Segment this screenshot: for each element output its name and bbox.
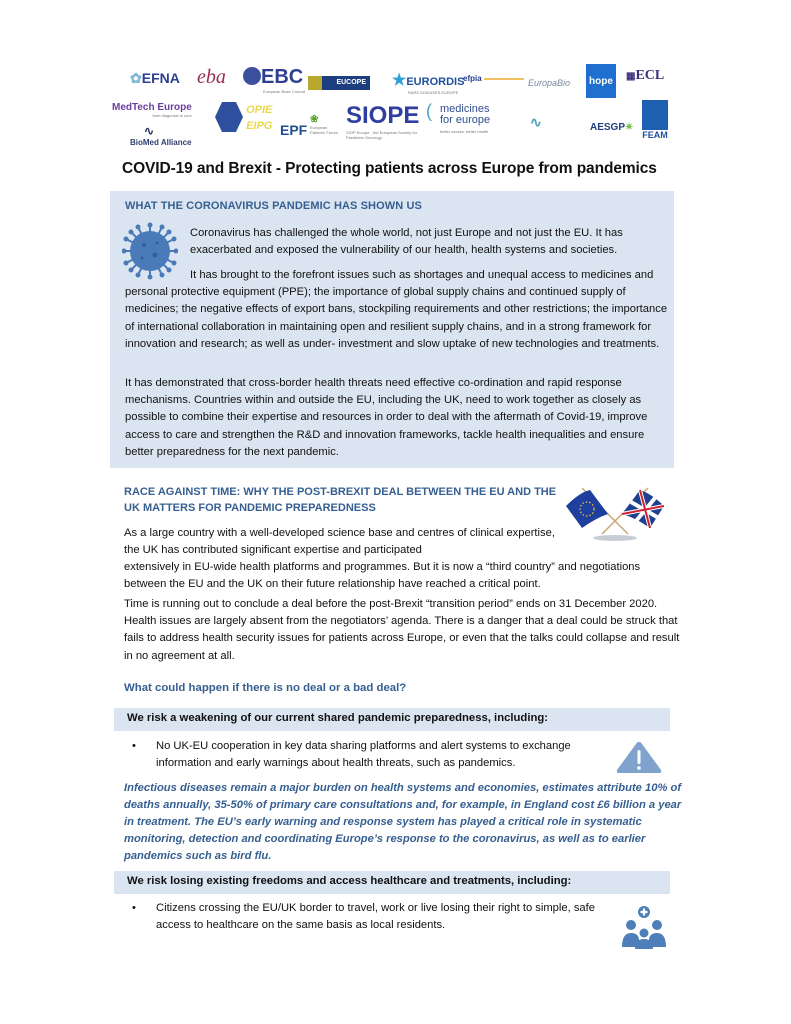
- logo-ebc-text: EBC: [261, 66, 304, 88]
- logo-eba-text: eba: [197, 66, 226, 88]
- healthcare-people-icon: [620, 905, 668, 949]
- infectious-disease-callout: Infectious diseases remain a major burden on health systems and economies, estimates attribute 10% of deaths annually, 35-50% of primary care consultations and, for example, in England cost £6 billion a year in treatment. The EU’s early warning and response system has played a critical role in systematic monitoring, detection and coordinating Europe’s response to the coronavirus, as well as to earlier pandemics such as bird flu.: [124, 782, 682, 862]
- logo-ebc-subtitle: European Brain Council: [263, 89, 306, 94]
- logo-medtech: [112, 102, 192, 118]
- logo-aesgp-text: AESGP: [590, 122, 626, 133]
- logo-efpia: [463, 74, 524, 83]
- logo-efna-text: EFNA: [141, 70, 180, 86]
- logo-medicines-subtitle: better access. better health.: [440, 129, 490, 134]
- logo-medtech-subtitle: from diagnosis to cure: [152, 113, 192, 118]
- risk-band-freedoms: [114, 871, 670, 894]
- logo-europabio-text: EuropaBio: [528, 78, 571, 88]
- list-item-text: Citizens crossing the EU/UK border to travel, work or live losing their right to simple, safe access to healthcare on the same basis as local residents.: [156, 902, 595, 931]
- logo-ribbon: ∿: [530, 114, 542, 130]
- paragraph: Coronavirus has challenged the whole world, not just Europe and not just the EU. It has exacerbated and exposed the vulnerability of our health, health systems and societies.: [190, 227, 623, 257]
- logo-ecl-text: ECL: [635, 68, 665, 83]
- paragraph: extensively in EU-wide health platforms and programmes. But it is now a “third country” and negotiations between the EU and the UK on their future relationship have reached a critical point.: [124, 561, 641, 591]
- logo-biomed: ∿ BioMed Alliance: [130, 124, 192, 147]
- logo-opie-text: OPIE: [246, 104, 273, 116]
- paragraph: It has demonstrated that cross-border health threats need effective co-ordination and rapid response mechanisms. Countries within and outside the EU, including the UK, need to work together as closely as possible to combine their expertise and resources in order to deal with the aftermath of Covid-19, improve access to care and strengthen the R&D and innovation frameworks, tackle health inequalities and ensure better preparedness for the next pandemic.: [125, 377, 648, 458]
- logo-opie-eipg: [215, 102, 272, 134]
- risk-band-preparedness: [114, 708, 670, 731]
- logo-feam: [642, 100, 668, 144]
- bullet-icon: •: [132, 740, 136, 752]
- paragraph: It has brought to the forefront issues such as shortages and unequal access to medicines and personal protective equipment (PPE); the importance of global supply chains and continued supply of medicines; the negative effects of export bans, stockpiling requirements and other restrictions; the importance of international collaboration in maintaining open and resilient supply chains, and in a strong framework for innovation and research; as well as under- investment and slow uptake of new technologies and treatments.: [125, 269, 668, 350]
- logo-hope: [586, 64, 616, 98]
- paragraph: As a large country with a well-developed science base and centres of clinical expertise, the UK has contributed significant expertise and participated: [124, 527, 555, 557]
- eu-uk-flags-icon: [560, 484, 670, 544]
- pandemic-lessons-box: [110, 191, 674, 468]
- list-item-text: No UK-EU cooperation in key data sharing platforms and alert systems to exchange information and early warnings about health threats, such as pandemics.: [156, 740, 571, 769]
- logo-eurordis-subtitle: RARE DISEASES EUROPE: [408, 90, 459, 95]
- bullet-icon: •: [132, 902, 136, 914]
- paragraph: Time is running out to conclude a deal before the post-Brexit “transition period” ends on 31 December 2020. Health issues are largely absent from the negotiators’ agenda. There is a danger that a deal could be struck that fails to address health security issues for patients across Europe, or even that the talks could collapse and result in no agreement at all.: [124, 598, 680, 662]
- logo-epf-forum: ❀ European Patients' Forum: [310, 114, 340, 135]
- logo-medicines-line2: for europe: [440, 114, 491, 126]
- logo-medicines-line1: medicines: [440, 103, 490, 115]
- subsection-heading: What could happen if there is no deal or a bad deal?: [124, 682, 407, 694]
- logo-biomed-text: BioMed Alliance: [130, 138, 192, 147]
- section-heading: WHAT THE CORONAVIRUS PANDEMIC HAS SHOWN US: [125, 200, 422, 212]
- logo-efpia-text: efpia: [463, 74, 482, 83]
- logo-medtech-text: MedTech Europe: [112, 102, 192, 113]
- logo-siope-subtitle: SIOP Europe - the European Society for Paediatric Oncology: [346, 130, 418, 140]
- page-title: COVID-19 and Brexit - Protecting patients across Europe from pandemics: [122, 160, 657, 177]
- logo-medicines-for-europe: ( medicines for europe better access. better health.: [440, 104, 490, 137]
- logo-epf-text: EPF: [280, 122, 308, 138]
- partner-logos: [110, 64, 680, 150]
- section-heading: RACE AGAINST TIME: WHY THE POST-BREXIT DEAL BETWEEN THE EU AND THE UK MATTERS FOR PANDEMIC PREPAREDNESS: [124, 486, 557, 514]
- logo-epf-subtitle: European Patients' Forum: [310, 125, 338, 135]
- logo-europabio: [528, 78, 570, 88]
- risk-band-label: We risk losing existing freedoms and access healthcare and treatments, including:: [127, 875, 572, 887]
- logo-epf: [280, 122, 307, 138]
- logo-ebc: [243, 66, 305, 94]
- logo-hope-text: hope: [589, 76, 613, 87]
- risk-band-label: We risk a weakening of our current shared pandemic preparedness, including:: [127, 712, 549, 724]
- logo-eurordis: ★EURORDIS RARE DISEASES EUROPE: [392, 72, 465, 95]
- logo-siope: [346, 102, 426, 140]
- logo-eba: [197, 66, 226, 89]
- logo-efna: ✿EFNA: [130, 70, 180, 86]
- logo-siope-text: SIOPE: [346, 102, 420, 129]
- logo-eurordis-text: EURORDIS: [406, 76, 465, 88]
- logo-feam-text: FEAM: [642, 130, 668, 140]
- logo-eipg-text: EIPG: [246, 120, 273, 132]
- logo-ecl: ▦ECL: [626, 68, 665, 83]
- warning-icon: [614, 740, 664, 774]
- logo-eucope: [308, 76, 370, 90]
- logo-aesgp: AESGP✴: [590, 122, 634, 133]
- logo-eucope-text: EUCOPE: [336, 79, 366, 86]
